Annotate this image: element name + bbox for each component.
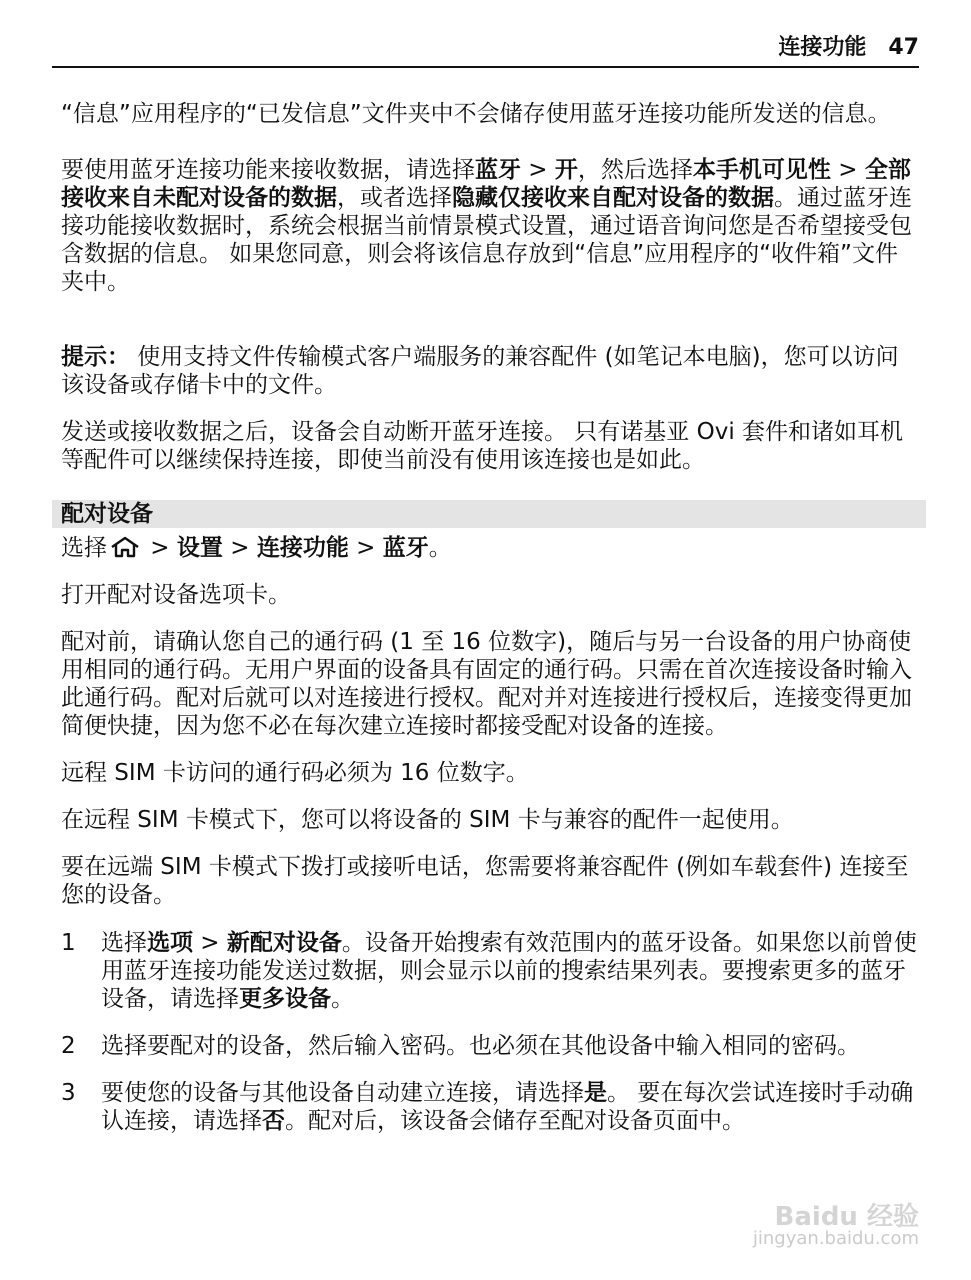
menu-term-visibility: 本手机可见性 bbox=[692, 157, 831, 183]
menu-term-receive-all: 全部接收来自未配对设备的数据 bbox=[61, 157, 911, 211]
header-title: 连接功能 bbox=[778, 35, 867, 60]
paragraph-disconnect: 发送或接收数据之后，设备会自动断开蓝牙连接。 只有诺基亚 Ovi 套件和诸如耳机等配件可以继续保持连接，即使当前没有使用该连接也是如此。 bbox=[61, 419, 904, 473]
watermark-url: jingyan.baidu.com bbox=[752, 1228, 919, 1249]
watermark bbox=[752, 1202, 919, 1250]
home-icon bbox=[109, 536, 141, 558]
menu-term-bluetooth: 蓝牙 bbox=[475, 157, 521, 183]
paragraph-sim-calls: 要在远端 SIM 卡模式下拨打或接听电话，您需要将兼容配件 (例如车载套件) 连接至您的设备。 bbox=[61, 854, 909, 908]
page-number: 47 bbox=[888, 35, 919, 60]
tip-text: 使用支持文件传输模式客户端服务的兼容配件 (如笔记本电脑)，您可以访问该设备或存储卡中的文件。 bbox=[61, 344, 899, 398]
paragraph-open-tab: 打开配对设备选项卡。 bbox=[61, 582, 291, 608]
paragraph-sim-passcode: 远程 SIM 卡访问的通行码必须为 16 位数字。 bbox=[61, 760, 529, 786]
paragraph-sent-messages: “信息”应用程序的“已发信息”文件夹中不会储存使用蓝牙连接功能所发送的信息。 bbox=[61, 101, 891, 127]
section-heading-pairing: 配对设备 bbox=[52, 500, 926, 528]
nav-connectivity: 连接功能 bbox=[256, 535, 349, 561]
list-item: 3 要使您的设备与其他设备自动建立连接，请选择是。 要在每次尝试连接时手动确认连接，请选择否。配对后，该设备会储存至配对设备页面中。 bbox=[61, 1080, 914, 1134]
page-content bbox=[61, 100, 919, 1135]
page-header bbox=[52, 30, 919, 68]
nav-bluetooth: 蓝牙 bbox=[382, 535, 429, 561]
menu-term-on: 开 bbox=[554, 157, 578, 183]
list-item: 1 选择选项 > 新配对设备。设备开始搜索有效范围内的蓝牙设备。如果您以前曾使用蓝牙连接功能发送过数据，则会显示以前的搜索结果列表。要搜索更多的蓝牙设备，请选择更多设备。 bbox=[61, 930, 917, 1012]
paragraph-passcode: 配对前，请确认您自己的通行码 (1 至 16 位数字)，随后与另一台设备的用户协商使用相同的通行码。无用户界面的设备具有固定的通行码。只需在首次连接设备时输入此通行码。配对后就可以对连接进行授权。配对并对连接进行授权后，连接变得更加简便快捷，因为您不必在每次建立连接时都接受配对设备的连接。 bbox=[61, 629, 912, 739]
paragraph-receive-data: 要使用蓝牙连接功能来接收数据，请选择蓝牙 > 开，然后选择本手机可见性 > 全部接收来自未配对设备的数据，或者选择隐藏仅接收来自配对设备的数据。通过蓝牙连接功能接收数据时，系统会根据当前情景模式设置，通过语音询问您是否希望接受包含数据的信息。 如果您同意，则会将该信息存放到“信息”应用程序的“收件箱”文件夹中。 bbox=[61, 157, 912, 295]
tip-paragraph bbox=[61, 343, 919, 399]
tip-label: 提示： bbox=[61, 344, 130, 370]
nav-settings: 设置 bbox=[176, 535, 223, 561]
paragraph-sim-mode: 在远程 SIM 卡模式下，您可以将设备的 SIM 卡与兼容的配件一起使用。 bbox=[61, 807, 794, 833]
nav-path: 选择 > 设置 > 连接功能 > 蓝牙。 bbox=[61, 535, 452, 561]
steps-list bbox=[61, 929, 919, 1135]
menu-term-hidden: 隐藏仅接收来自配对设备的数据 bbox=[452, 185, 774, 211]
watermark-logo: Baidu 经验 bbox=[774, 1202, 919, 1232]
list-item: 2 选择要配对的设备，然后输入密码。也必须在其他设备中输入相同的密码。 bbox=[61, 1033, 860, 1059]
